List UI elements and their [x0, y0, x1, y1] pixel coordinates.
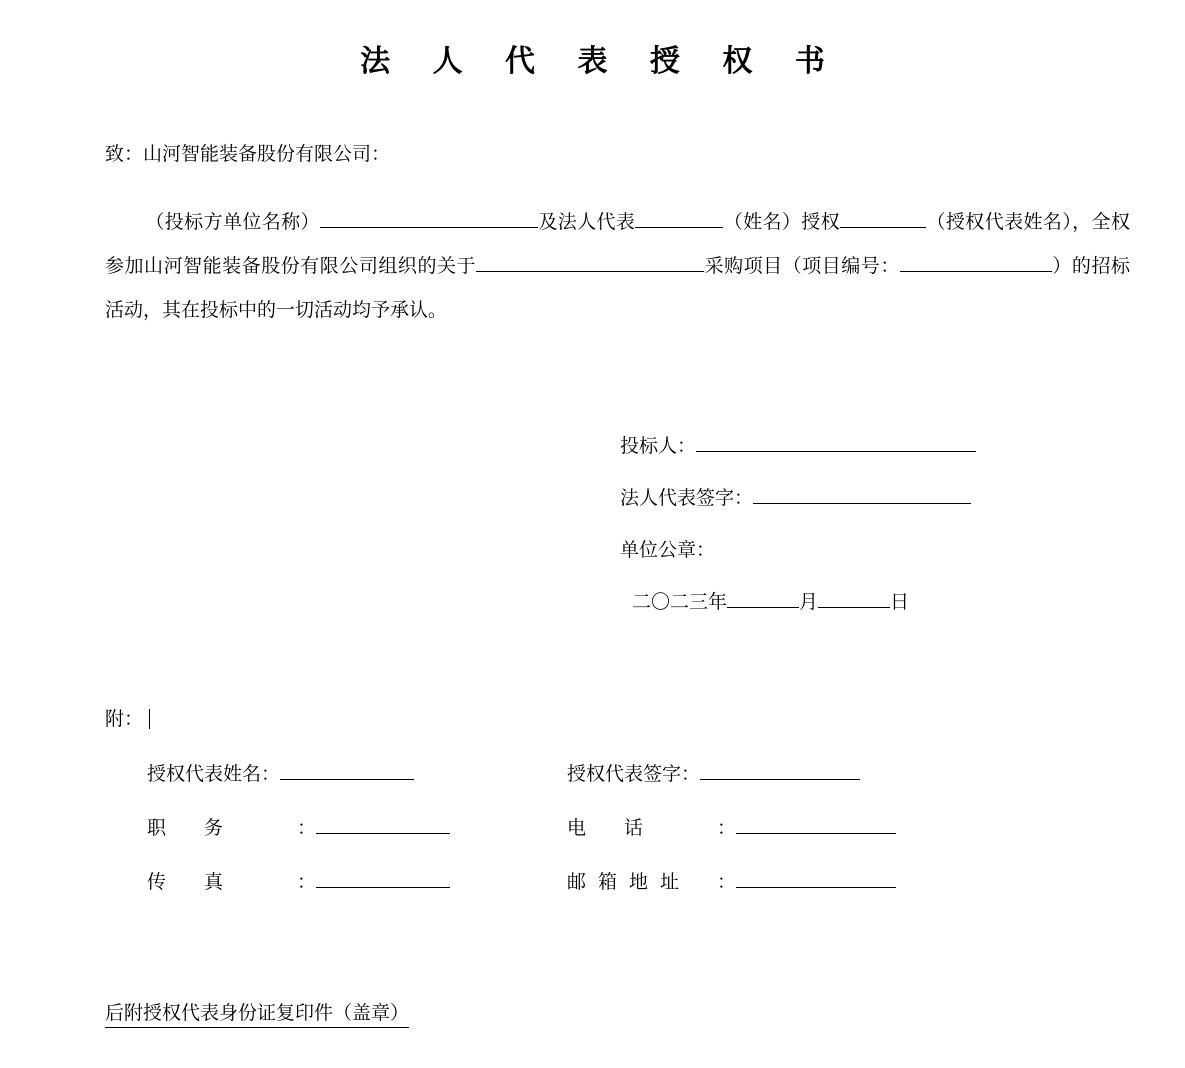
attachment-fields — [105, 747, 1185, 909]
company-seal-row — [620, 524, 1185, 576]
paragraph-segment-1: （投标方单位名称） — [145, 211, 320, 233]
date-month-label: 月 — [799, 591, 819, 613]
authorized-person-blank[interactable] — [840, 208, 926, 228]
company-seal-label: 单位公章： — [620, 539, 716, 561]
rep-signature-label: 授权代表签字： — [567, 763, 701, 785]
legal-signature-label: 法人代表签字： — [620, 487, 754, 509]
rep-signature-field — [567, 747, 860, 801]
rep-signature-blank[interactable] — [700, 760, 860, 780]
fax-blank[interactable] — [316, 868, 450, 888]
page-title: 法 人 代 表 授 权 书 — [360, 44, 841, 79]
date-year-label: 二〇二三年 — [632, 591, 728, 613]
date-row — [620, 576, 1185, 628]
paragraph-segment-2: 及法人代表 — [537, 211, 636, 233]
phone-colon: ： — [717, 817, 737, 839]
attachment-row-title-phone — [147, 801, 1185, 855]
authorization-paragraph — [105, 200, 1130, 332]
legal-signature-row — [620, 472, 1185, 524]
rep-name-field — [147, 747, 567, 801]
paragraph-segment-4: （授权代表姓名），全权参加山河智能装备股份有限公司组织的关于 — [105, 211, 1130, 277]
footer-note: 后附授权代表身份证复印件（盖章） — [105, 998, 409, 1028]
email-label: 邮箱地址 — [567, 871, 692, 893]
addressee-line: 致：山河智能装备股份有限公司： — [105, 143, 391, 165]
text-caret — [149, 709, 150, 729]
date-month-blank[interactable] — [727, 588, 799, 608]
job-title-colon: ： — [297, 817, 317, 839]
fax-colon: ： — [297, 871, 317, 893]
bidder-unit-name-blank[interactable] — [320, 208, 538, 228]
date-day-blank[interactable] — [818, 588, 890, 608]
document-body — [0, 132, 1185, 332]
phone-label: 电话 — [567, 817, 682, 839]
project-number-blank[interactable] — [900, 252, 1052, 272]
bidder-blank[interactable] — [696, 432, 976, 452]
paragraph-segment-3: （姓名）授权 — [723, 211, 841, 233]
attachment-label: 附： — [105, 708, 144, 730]
rep-name-label: 授权代表姓名： — [147, 763, 281, 785]
attachment-label-row — [105, 704, 1185, 731]
legal-representative-blank[interactable] — [635, 208, 723, 228]
email-field — [567, 855, 896, 909]
phone-blank[interactable] — [736, 814, 896, 834]
fax-label: 传真 — [147, 871, 262, 893]
bidder-row — [620, 420, 1185, 472]
attachment-row-name — [147, 747, 1185, 801]
bidder-label: 投标人： — [620, 435, 697, 457]
date-day-label: 日 — [890, 591, 910, 613]
email-blank[interactable] — [736, 868, 896, 888]
fax-field — [147, 855, 567, 909]
project-name-blank[interactable] — [476, 252, 704, 272]
attachment-block — [0, 704, 1185, 909]
job-title-label: 职务 — [147, 817, 262, 839]
email-colon: ： — [717, 871, 737, 893]
job-title-field — [147, 801, 567, 855]
rep-name-blank[interactable] — [280, 760, 414, 780]
job-title-blank[interactable] — [316, 814, 450, 834]
attachment-row-fax-email — [147, 855, 1185, 909]
paragraph-segment-5: 采购项目（项目编号： — [704, 255, 900, 277]
legal-signature-blank[interactable] — [753, 484, 971, 504]
paragraph-segment-6: ）的招标活动，其在投标中的一切活动均予承认。 — [105, 255, 1130, 321]
signature-block — [0, 420, 1185, 628]
phone-field — [567, 801, 896, 855]
